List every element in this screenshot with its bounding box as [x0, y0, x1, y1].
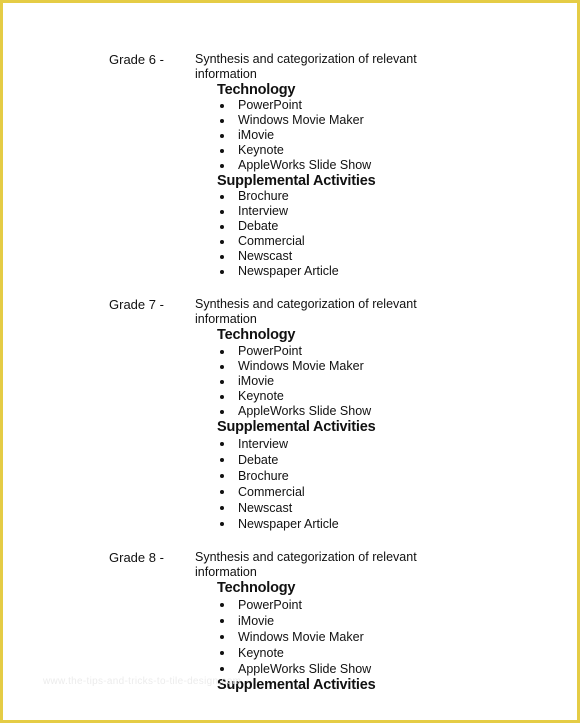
list-item: Newscast [217, 249, 339, 264]
list-item: AppleWorks Slide Show [217, 404, 371, 419]
list-item: iMovie [217, 613, 371, 629]
list-item: Keynote [217, 645, 371, 661]
list-item: Interview [217, 436, 339, 452]
grade-label: Grade 8 - [109, 550, 164, 565]
watermark-text: www.the-tips-and-tricks-to-tile-design.com [43, 676, 242, 687]
list-item: Windows Movie Maker [217, 629, 371, 645]
list-item: AppleWorks Slide Show [217, 661, 371, 677]
list-item: Keynote [217, 389, 371, 404]
list-item: iMovie [217, 374, 371, 389]
technology-heading: Technology [217, 580, 296, 596]
activities-list [217, 189, 339, 279]
list-item: Newspaper Article [217, 516, 339, 532]
supplemental-activities-heading: Supplemental Activities [217, 677, 376, 693]
list-item: iMovie [217, 128, 371, 143]
technology-list [217, 98, 371, 173]
list-item: Windows Movie Maker [217, 113, 371, 128]
grade-description: Synthesis and categorization of relevant information [195, 52, 417, 81]
list-item: Commercial [217, 234, 339, 249]
technology-list [217, 344, 371, 419]
technology-list [217, 597, 371, 677]
grade-label: Grade 6 - [109, 52, 164, 67]
grade-description: Synthesis and categorization of relevant information [195, 550, 417, 579]
technology-heading: Technology [217, 82, 296, 98]
supplemental-activities-heading: Supplemental Activities [217, 173, 376, 189]
list-item: Brochure [217, 189, 339, 204]
list-item: Newscast [217, 500, 339, 516]
list-item: Keynote [217, 143, 371, 158]
list-item: Interview [217, 204, 339, 219]
activities-list [217, 436, 339, 532]
list-item: PowerPoint [217, 98, 371, 113]
list-item: AppleWorks Slide Show [217, 158, 371, 173]
grade-description: Synthesis and categorization of relevant information [195, 297, 417, 326]
list-item: Debate [217, 219, 339, 234]
list-item: PowerPoint [217, 597, 371, 613]
grade-label: Grade 7 - [109, 297, 164, 312]
list-item: Windows Movie Maker [217, 359, 371, 374]
list-item: Brochure [217, 468, 339, 484]
list-item: Newspaper Article [217, 264, 339, 279]
technology-heading: Technology [217, 327, 296, 343]
list-item: Debate [217, 452, 339, 468]
list-item: Commercial [217, 484, 339, 500]
list-item: PowerPoint [217, 344, 371, 359]
supplemental-activities-heading: Supplemental Activities [217, 419, 376, 435]
